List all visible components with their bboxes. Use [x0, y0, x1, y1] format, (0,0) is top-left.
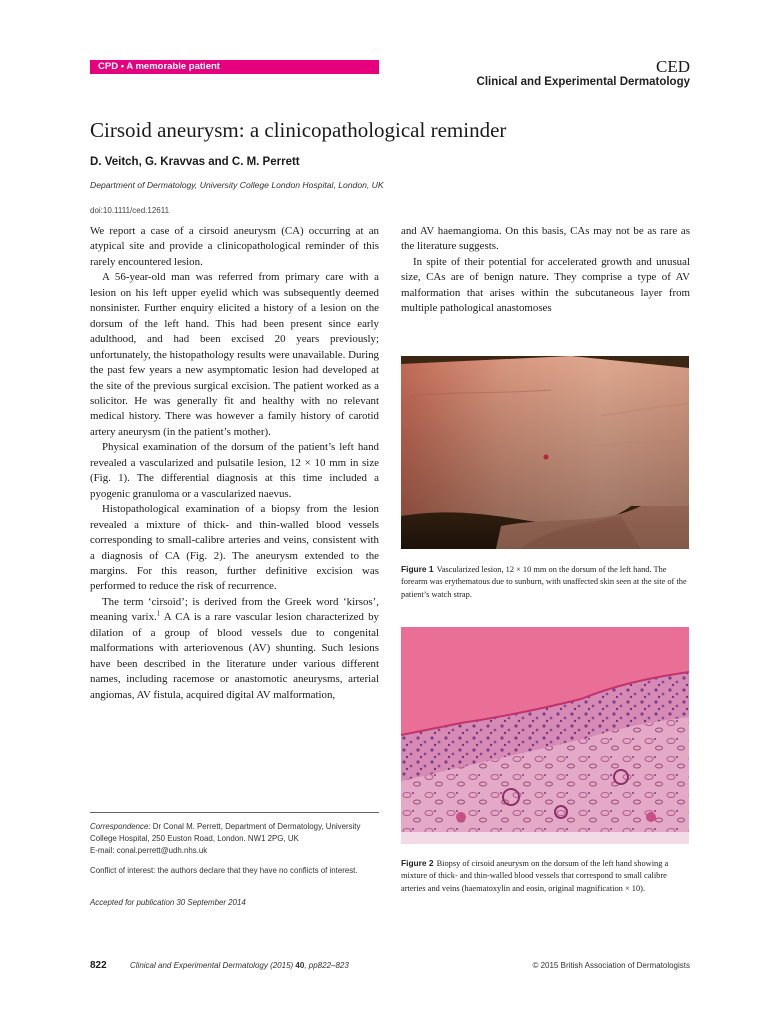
- body-paragraph-1: We report a case of a cirsoid aneurysm (CA) occurring at an atypical site and provide a clinicopathological reminder of this rarely encountered lesion.: [90, 225, 379, 268]
- accepted-date: Accepted for publication 30 September 2014: [90, 898, 246, 907]
- body-right-column: [401, 224, 690, 317]
- body-left-column: [90, 224, 379, 703]
- banner-cpd: CPD: [98, 61, 119, 72]
- hand-photo-image: [401, 356, 689, 549]
- journal-name: Clinical and Experimental Dermatology: [476, 76, 690, 88]
- body-paragraph-5-end: A CA is a rare vascular lesion characterized by dilation of a group of blood vessels due to congenital malformations with arteriovenous (AV) shunting. Such lesions have been described in the literature under various different names, including racemose or anastomotic aneurysms, arterial angiomas, AV fistula, acquired digital AV malformation,: [90, 611, 379, 701]
- figure-1-label: Figure 1: [401, 564, 434, 574]
- article-doi: doi:10.1111/ced.12611: [90, 206, 170, 215]
- correspondence-email: E-mail: conal.perrett@udh.nhs.uk: [90, 845, 208, 855]
- page-number: 822: [90, 960, 107, 971]
- histology-image: [401, 627, 689, 844]
- correspondence-note: [90, 821, 379, 857]
- article-affiliation: Department of Dermatology, University College London Hospital, London, UK: [90, 180, 384, 190]
- body-right-paragraph-2: In spite of their potential for accelerated growth and unusual size, CAs are of benign nature. They comprise a type of AV malformation that arises within the subcutaneous layer from multiple pathological anastomoses: [401, 255, 690, 315]
- figure-2-caption-text: Biopsy of cirsoid aneurysm on the dorsum of the left hand showing a mixture of thick- and thin-walled blood vessels that correspond to small calibre arteries and veins (haematoxylin and eosin, original magnification × 10).: [401, 859, 669, 893]
- figure-2-caption: [401, 857, 689, 895]
- correspondence-address: Dr Conal M. Perrett, Department of Dermatology, University College Hospital, 250 Euston Road, London. NW1 2PG, UK: [90, 822, 361, 843]
- article-title: Cirsoid aneurysm: a clinicopathological reminder: [90, 118, 507, 142]
- citation-volume: 40: [295, 961, 305, 970]
- citation-pages: , pp822–823: [304, 961, 349, 970]
- conflict-of-interest: Conflict of interest: the authors declare that they have no conflicts of interest.: [90, 866, 358, 875]
- body-right-paragraph-1: and AV haemangioma. On this basis, CAs may not be as rare as the literature suggests.: [401, 225, 690, 253]
- body-paragraph-5-start: The term ‘cirsoid’; is derived from the Greek word ‘kirsos’, meaning varix.: [90, 595, 379, 624]
- article-authors: D. Veitch, G. Kravvas and C. M. Perrett: [90, 156, 300, 168]
- banner-separator: •: [118, 61, 127, 72]
- correspondence-label: Correspondence:: [90, 822, 151, 831]
- footnote-divider: [90, 812, 379, 813]
- banner-category: A memorable patient: [126, 61, 220, 72]
- copyright-notice: © 2015 British Association of Dermatologists: [532, 961, 690, 970]
- figure-2-histology-photo: [401, 627, 689, 844]
- citation-year: (2015): [267, 961, 296, 970]
- figure-1-hand-photo: [401, 356, 689, 549]
- body-paragraph-3: Physical examination of the dorsum of the patient’s left hand revealed a vascularized and pulsatile lesion, 12 × 10 mm in size (Fig. 1). The differential diagnosis at this time included a pyogenic granuloma or a vascularized naevus.: [90, 441, 379, 500]
- figure-1-caption-text: Vascularized lesion, 12 × 10 mm on the dorsum of the left hand. The forearm was erythematous due to sunburn, with unaffected skin seen at the site of the patient’s watch strap.: [401, 565, 687, 599]
- journal-abbreviation: CED: [656, 57, 690, 76]
- figure-1-caption: [401, 563, 689, 601]
- reference-superscript: 1: [156, 609, 161, 618]
- section-banner: [90, 60, 379, 74]
- body-paragraph-5: [90, 595, 379, 703]
- figure-2-label: Figure 2: [401, 858, 434, 868]
- citation-footer: [130, 961, 349, 970]
- body-paragraph-4: Histopathological examination of a biopsy from the lesion revealed a mixture of thick- and thin-walled blood vessels corresponding to small-calibre arteries and veins, consistent with a diagnosis of CA (Fig. 2). The aneurysm extended to the margins. For this reason, further definitive excision was performed to reduce the risk of recurrence.: [90, 503, 379, 593]
- citation-journal: Clinical and Experimental Dermatology: [130, 961, 268, 970]
- lesion-marker: [544, 455, 549, 460]
- body-paragraph-2: A 56-year-old man was referred from primary care with a lesion on his left upper eyelid which was subsequently deemed nonsinister. Further enquiry elicited a history of a lesion on the dorsum of the left hand. This had been present since early adulthood, and had been excised 20 years previously; unfortunately, the histopathology results were unavailable. During the past few years a new asymptomatic lesion had developed at the site of the previous surgical excision. The patient worked as a solicitor. He was generally fit and healthy with no relevant medical history. There was however a family history of carotid artery aneurysm (in the patient’s mother).: [90, 271, 379, 438]
